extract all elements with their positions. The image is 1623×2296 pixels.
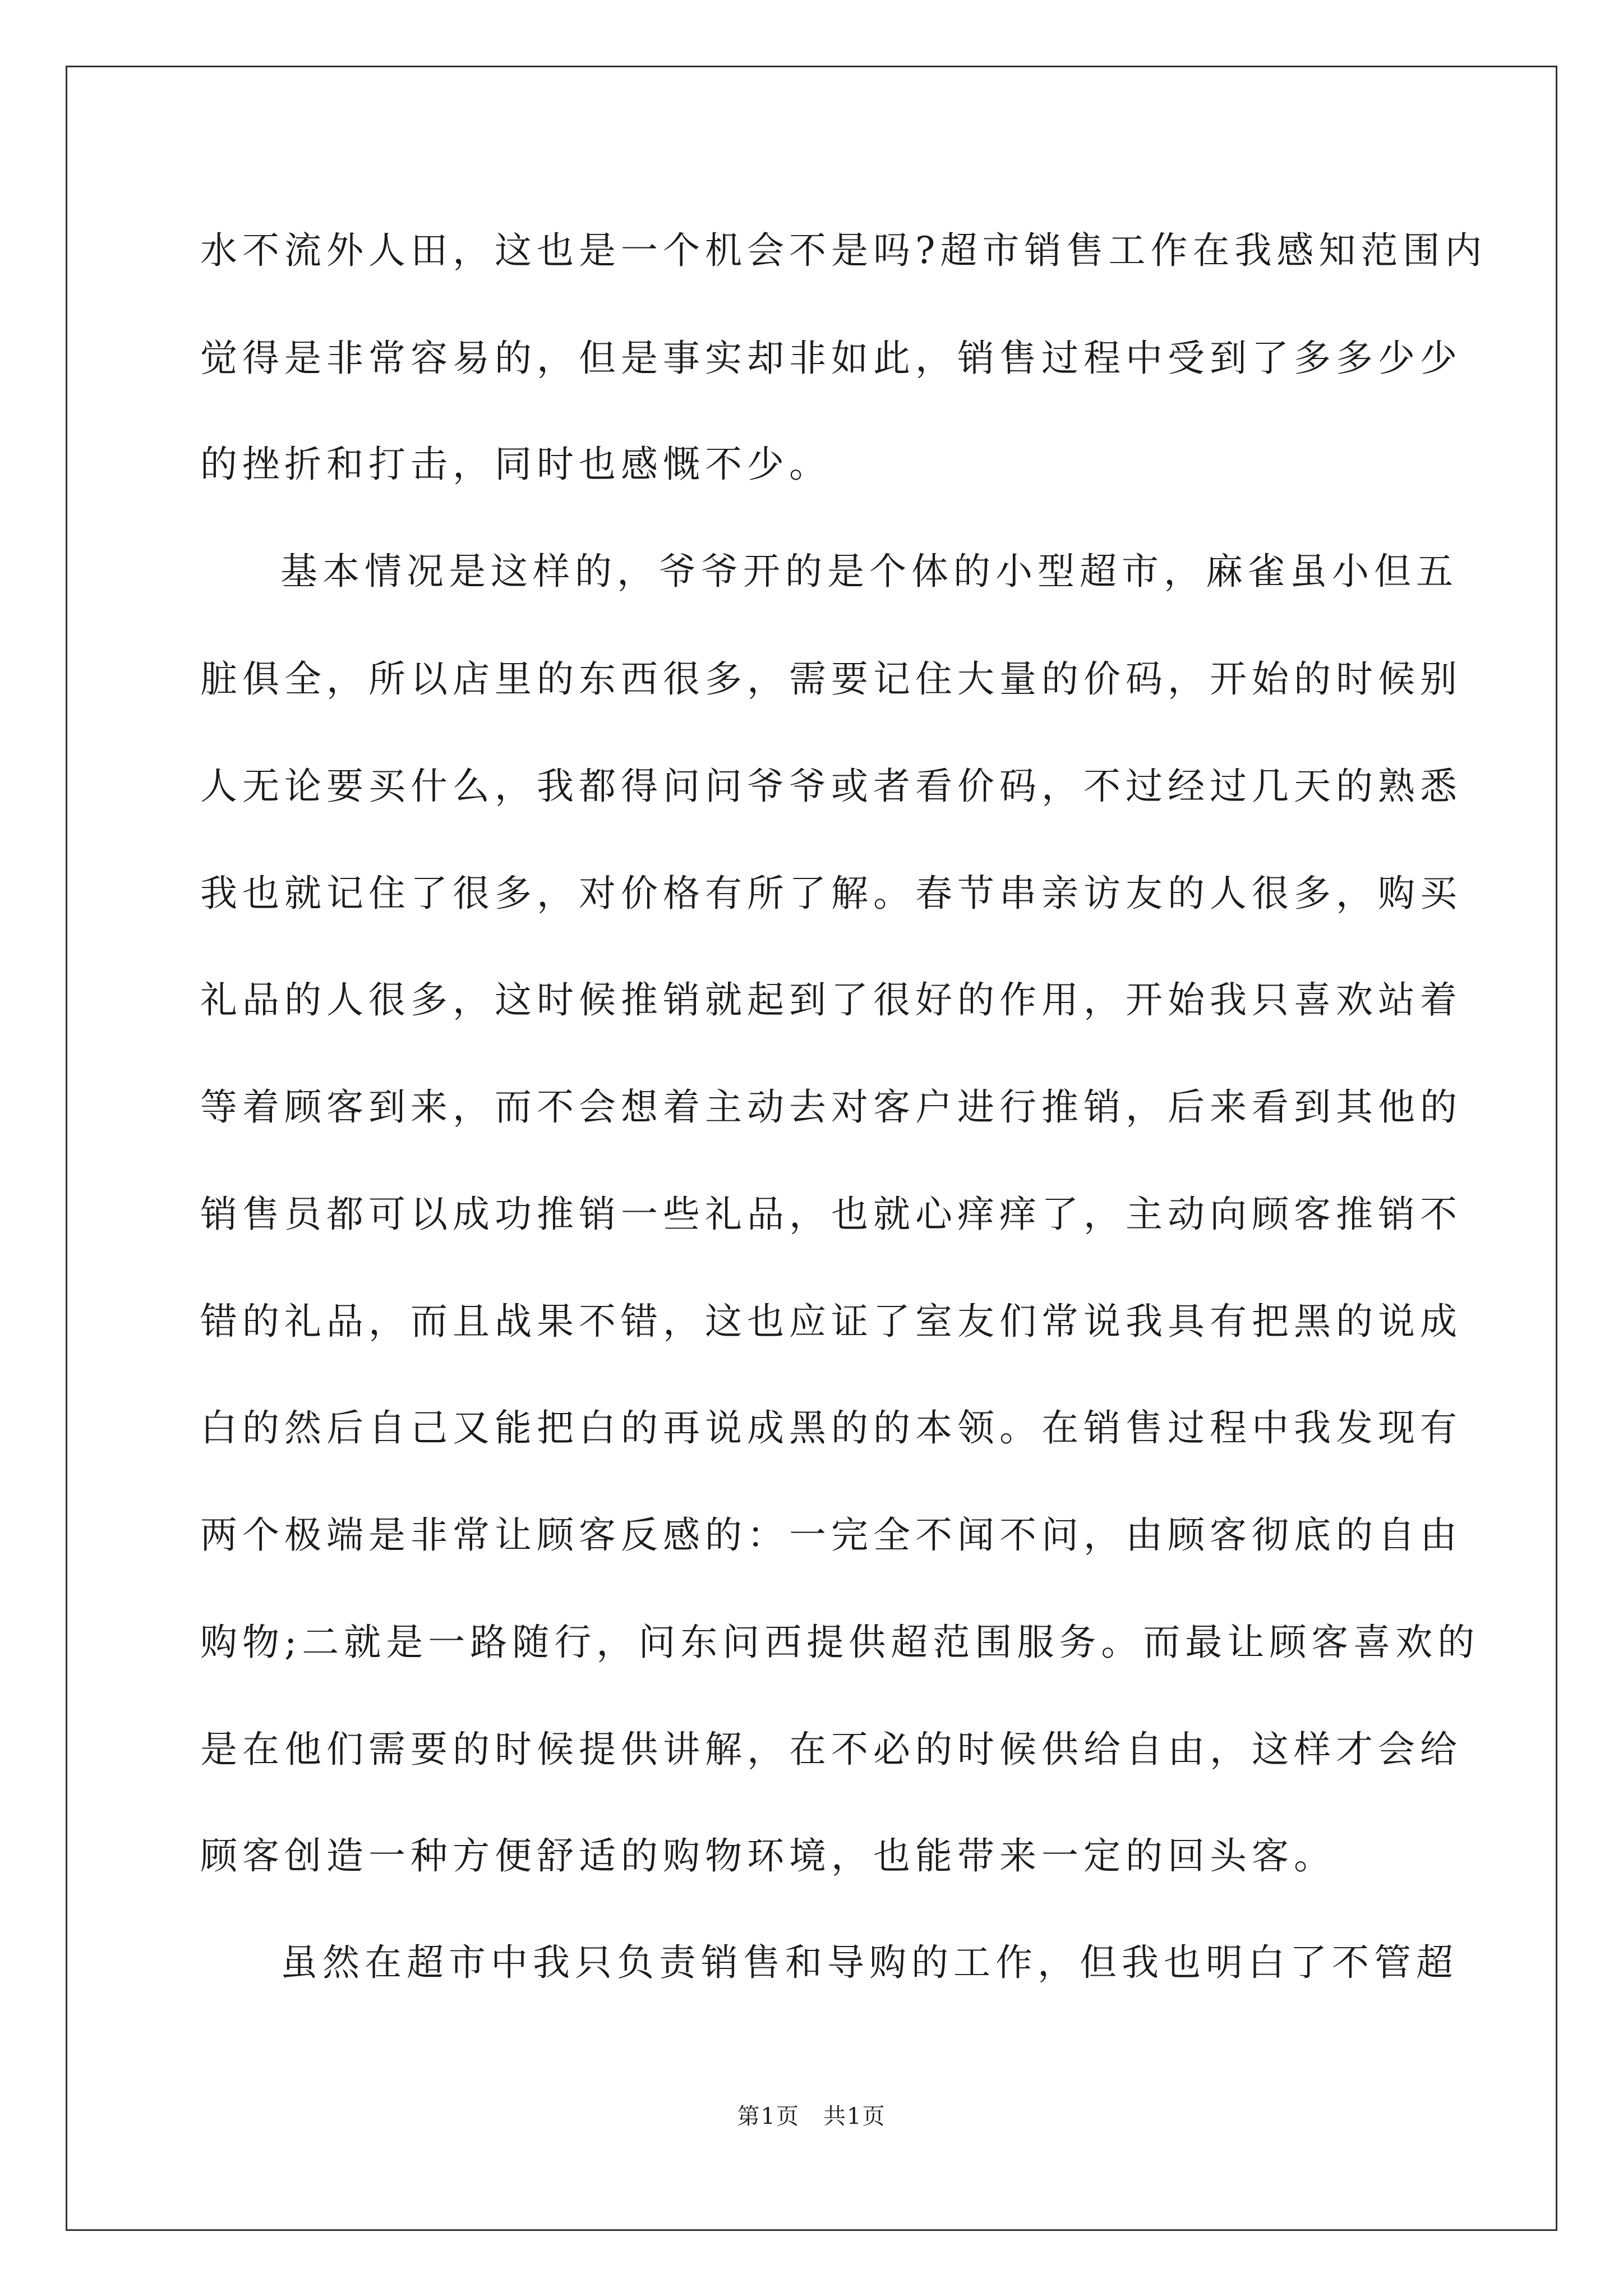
text-line-4: 基本情况是这样的，爷爷开的是个体的小型超市，麻雀虽小但五 — [280, 550, 1458, 593]
text-line-12: 白的然后自己又能把白的再说成黑的的本领。在销售过程中我发现有 — [200, 1406, 1462, 1450]
text-line-9: 等着顾客到来，而不会想着主动去对客户进行推销，后来看到其他的 — [200, 1085, 1462, 1129]
text-line-17: 虽然在超市中我只负责销售和导购的工作，但我也明白了不管超 — [280, 1941, 1458, 1984]
text-line-3: 的挫折和打击，同时也感慨不少。 — [200, 443, 831, 486]
text-line-11: 错的礼品，而且战果不错，这也应证了室友们常说我具有把黑的说成 — [200, 1300, 1462, 1343]
text-line-5: 脏俱全，所以店里的东西很多，需要记住大量的价码，开始的时候别 — [200, 657, 1462, 701]
text-line-8: 礼品的人很多，这时候推销就起到了很好的作用，开始我只喜欢站着 — [200, 978, 1462, 1022]
text-line-13: 两个极端是非常让顾客反感的：一完全不闻不问，由顾客彻底的自由 — [200, 1513, 1462, 1557]
text-line-10: 销售员都可以成功推销一些礼品，也就心痒痒了，主动向顾客推销不 — [200, 1193, 1462, 1236]
text-line-1: 水不流外人田，这也是一个机会不是吗?超市销售工作在我感知范围内 — [200, 229, 1487, 272]
text-line-6: 人无论要买什么，我都得问问爷爷或者看价码，不过经过几天的熟悉 — [200, 765, 1462, 808]
text-line-2: 觉得是非常容易的，但是事实却非如此，销售过程中受到了多多少少 — [200, 337, 1462, 380]
text-line-14: 购物;二就是一路随行，问东问西提供超范围服务。而最让顾客喜欢的 — [200, 1621, 1480, 1664]
page-number-footer: 第1页 共1页 — [737, 2104, 886, 2129]
text-line-16: 顾客创造一种方便舒适的购物环境，也能带来一定的回头客。 — [200, 1834, 1336, 1878]
text-line-7: 我也就记住了很多，对价格有所了解。春节串亲访友的人很多，购买 — [200, 872, 1462, 915]
page-border — [66, 66, 1557, 2231]
text-line-15: 是在他们需要的时候提供讲解，在不必的时候供给自由，这样才会给 — [200, 1728, 1462, 1771]
